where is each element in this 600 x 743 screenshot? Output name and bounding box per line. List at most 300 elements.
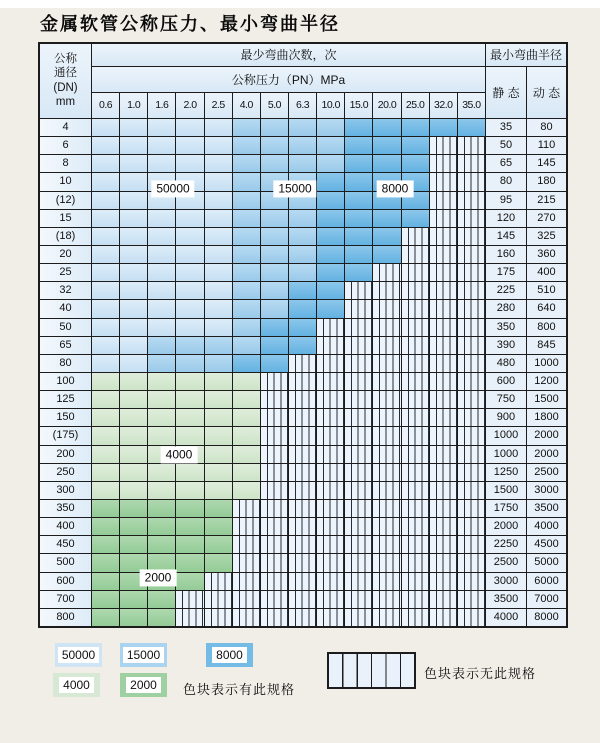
spec-cell-g4	[205, 427, 232, 444]
bend-cycles-header: 最少弯曲次数，次	[92, 44, 485, 66]
no-spec-cell	[289, 391, 316, 408]
spec-cell-g2	[92, 591, 119, 608]
no-spec-cell	[289, 554, 316, 571]
spec-cell-b15	[289, 137, 316, 154]
no-spec-cell	[402, 446, 429, 463]
no-spec-cell	[261, 409, 288, 426]
spec-cell-g4	[233, 391, 260, 408]
spec-cell-b50	[205, 137, 232, 154]
no-spec-cell	[402, 228, 429, 245]
spec-cell-b50	[120, 300, 147, 317]
static-radius-value: 480	[486, 355, 526, 372]
cycle-count-label: 15000	[273, 180, 316, 197]
no-spec-cell	[373, 282, 400, 299]
dynamic-radius-value: 1200	[527, 373, 566, 390]
spec-cell-b50	[120, 192, 147, 209]
static-radius-value: 2500	[486, 554, 526, 571]
spec-cell-g2	[120, 591, 147, 608]
no-spec-cell	[317, 573, 344, 590]
no-spec-cell	[289, 355, 316, 372]
dn-cell: 700	[40, 591, 91, 608]
no-spec-cell	[430, 355, 457, 372]
spec-cell-b50	[148, 300, 175, 317]
static-radius-value: 2000	[486, 518, 526, 535]
spec-cell-b15	[205, 355, 232, 372]
spec-cell-b50	[205, 300, 232, 317]
spec-cell-b50	[120, 119, 147, 136]
spec-cell-g2	[120, 500, 147, 517]
dynamic-radius-value: 4000	[527, 518, 566, 535]
cycle-count-label: 2000	[140, 569, 177, 586]
static-radius-value: 35	[486, 119, 526, 136]
spec-cell-b15	[233, 210, 260, 227]
no-spec-cell	[430, 155, 457, 172]
spec-cell-b50	[148, 319, 175, 336]
spec-cell-g4	[205, 409, 232, 426]
spec-cell-b15	[261, 228, 288, 245]
no-spec-cell	[317, 337, 344, 354]
no-spec-cell	[373, 300, 400, 317]
no-spec-cell	[402, 300, 429, 317]
spec-cell-b8	[317, 300, 344, 317]
spec-cell-b15	[261, 155, 288, 172]
no-spec-cell	[373, 591, 400, 608]
no-spec-cell	[402, 536, 429, 553]
no-spec-cell	[345, 518, 372, 535]
no-spec-cell	[345, 373, 372, 390]
static-radius-value: 3000	[486, 573, 526, 590]
no-spec-cell	[289, 409, 316, 426]
no-spec-cell	[317, 446, 344, 463]
spec-cell-b50	[92, 173, 119, 190]
legend-swatch-label: 4000	[59, 677, 94, 693]
no-spec-cell	[317, 409, 344, 426]
spec-cell-b15	[317, 137, 344, 154]
no-spec-cell	[345, 282, 372, 299]
spec-cell-g4	[176, 373, 203, 390]
no-spec-cell	[430, 173, 457, 190]
spec-cell-b50	[176, 300, 203, 317]
static-radius-value: 390	[486, 337, 526, 354]
no-spec-cell	[430, 427, 457, 444]
no-spec-cell	[458, 591, 485, 608]
dynamic-radius-value: 80	[527, 119, 566, 136]
spec-cell-g2	[176, 518, 203, 535]
no-spec-cell	[373, 500, 400, 517]
spec-cell-b50	[92, 137, 119, 154]
no-spec-cell	[261, 573, 288, 590]
no-spec-cell	[233, 518, 260, 535]
no-spec-cell	[458, 391, 485, 408]
no-spec-cell	[458, 373, 485, 390]
static-radius-value: 600	[486, 373, 526, 390]
no-spec-cell	[430, 391, 457, 408]
no-spec-cell	[430, 373, 457, 390]
no-spec-cell	[402, 337, 429, 354]
spec-cell-g4	[233, 464, 260, 481]
dynamic-radius-value: 2000	[527, 446, 566, 463]
no-spec-cell	[402, 591, 429, 608]
spec-cell-b50	[120, 246, 147, 263]
no-spec-cell	[261, 554, 288, 571]
no-spec-cell	[458, 210, 485, 227]
no-spec-cell	[430, 518, 457, 535]
no-spec-cell	[345, 337, 372, 354]
no-spec-cell	[261, 500, 288, 517]
spec-cell-b8	[345, 192, 372, 209]
legend-swatch-8000	[206, 643, 253, 667]
static-radius-value: 80	[486, 173, 526, 190]
spec-cell-b50	[176, 119, 203, 136]
no-spec-cell	[430, 282, 457, 299]
spec-cell-g4	[176, 427, 203, 444]
dn-header-line: 公称	[54, 52, 77, 65]
no-spec-cell	[458, 609, 485, 626]
dynamic-radius-value: 640	[527, 300, 566, 317]
static-radius-value: 95	[486, 192, 526, 209]
dynamic-radius-value: 360	[527, 246, 566, 263]
spec-cell-b50	[205, 119, 232, 136]
spec-cell-b15	[233, 173, 260, 190]
spec-cell-b50	[92, 192, 119, 209]
spec-cell-g4	[92, 373, 119, 390]
spec-cell-b8	[373, 155, 400, 172]
no-spec-cell	[458, 355, 485, 372]
spec-cell-b8	[289, 319, 316, 336]
spec-cell-g4	[120, 391, 147, 408]
spec-cell-b50	[205, 319, 232, 336]
spec-cell-b15	[317, 119, 344, 136]
spec-cell-b50	[120, 173, 147, 190]
dynamic-radius-value: 145	[527, 155, 566, 172]
min-radius-header: 最小弯曲半径	[486, 44, 566, 66]
dynamic-radius-value: 1500	[527, 391, 566, 408]
dynamic-radius-value: 7000	[527, 591, 566, 608]
spec-cell-g4	[92, 446, 119, 463]
no-spec-cell	[345, 300, 372, 317]
static-radius-value: 1750	[486, 500, 526, 517]
spec-cell-b50	[205, 264, 232, 281]
spec-cell-b15	[148, 337, 175, 354]
spec-cell-b15	[233, 192, 260, 209]
static-radius-value: 225	[486, 282, 526, 299]
dn-column-header	[40, 44, 91, 118]
dn-cell: (12)	[40, 192, 91, 209]
no-spec-cell	[402, 282, 429, 299]
dynamic-header: 动 态	[527, 67, 566, 118]
no-spec-cell	[373, 518, 400, 535]
spec-cell-b50	[92, 119, 119, 136]
spec-cell-g2	[148, 536, 175, 553]
spec-cell-b15	[233, 300, 260, 317]
static-radius-value: 350	[486, 319, 526, 336]
no-spec-cell	[402, 264, 429, 281]
no-spec-cell	[402, 464, 429, 481]
spec-cell-b50	[120, 210, 147, 227]
spec-cell-g4	[148, 464, 175, 481]
dynamic-radius-value: 510	[527, 282, 566, 299]
no-spec-cell	[373, 554, 400, 571]
static-radius-value: 160	[486, 246, 526, 263]
no-spec-cell	[345, 500, 372, 517]
no-spec-cell	[233, 573, 260, 590]
spec-cell-g2	[120, 518, 147, 535]
legend-swatch-50000	[55, 643, 102, 667]
no-spec-cell	[430, 446, 457, 463]
spec-cell-g4	[233, 409, 260, 426]
spec-cell-g4	[176, 482, 203, 499]
no-spec-cell	[317, 554, 344, 571]
spec-cell-b50	[120, 319, 147, 336]
no-spec-cell	[458, 573, 485, 590]
no-spec-cell	[289, 500, 316, 517]
static-radius-value: 65	[486, 155, 526, 172]
spec-cell-g2	[176, 554, 203, 571]
dynamic-radius-value: 6000	[527, 573, 566, 590]
no-spec-cell	[317, 391, 344, 408]
static-radius-value: 1000	[486, 446, 526, 463]
spec-cell-b50	[205, 228, 232, 245]
spec-cell-b50	[120, 282, 147, 299]
no-spec-cell	[373, 446, 400, 463]
dn-cell: 8	[40, 155, 91, 172]
dn-cell: 20	[40, 246, 91, 263]
spec-cell-b50	[176, 210, 203, 227]
no-spec-cell	[345, 573, 372, 590]
spec-cell-b15	[289, 210, 316, 227]
dn-cell: 300	[40, 482, 91, 499]
no-spec-cell	[289, 591, 316, 608]
spec-cell-g2	[205, 554, 232, 571]
spec-cell-g4	[92, 391, 119, 408]
dynamic-radius-value: 1000	[527, 355, 566, 372]
no-spec-cell	[317, 591, 344, 608]
spec-cell-g4	[92, 427, 119, 444]
dn-cell: 100	[40, 373, 91, 390]
spec-cell-b8	[458, 119, 485, 136]
spec-cell-g4	[120, 409, 147, 426]
dn-cell: 200	[40, 446, 91, 463]
spec-cell-b50	[120, 264, 147, 281]
no-spec-cell	[317, 518, 344, 535]
no-spec-cell	[205, 591, 232, 608]
dn-cell: 25	[40, 264, 91, 281]
spec-cell-g4	[205, 446, 232, 463]
no-spec-cell	[373, 573, 400, 590]
no-spec-cell	[317, 500, 344, 517]
no-spec-cell	[317, 427, 344, 444]
spec-cell-b8	[373, 210, 400, 227]
pressure-tick: 35.0	[458, 93, 485, 118]
spec-cell-b8	[317, 192, 344, 209]
no-spec-cell	[317, 373, 344, 390]
no-spec-cell	[289, 609, 316, 626]
no-spec-cell	[373, 264, 400, 281]
spec-cell-b15	[289, 119, 316, 136]
spec-cell-b50	[148, 119, 175, 136]
pressure-tick: 10.0	[317, 93, 344, 118]
no-spec-cell	[430, 337, 457, 354]
spec-cell-b8	[289, 282, 316, 299]
pressure-tick: 1.6	[148, 93, 175, 118]
spec-cell-b15	[233, 228, 260, 245]
legend-no-spec-text: 色块表示无此规格	[424, 666, 537, 681]
dynamic-radius-value: 110	[527, 137, 566, 154]
no-spec-cell	[317, 319, 344, 336]
spec-cell-b8	[345, 264, 372, 281]
no-spec-cell	[402, 482, 429, 499]
no-spec-cell	[402, 500, 429, 517]
spec-cell-b15	[317, 155, 344, 172]
spec-cell-g4	[176, 464, 203, 481]
no-spec-cell	[289, 464, 316, 481]
spec-cell-b50	[148, 155, 175, 172]
dn-header-line: 通径	[54, 67, 77, 79]
no-spec-cell	[345, 482, 372, 499]
spec-cell-b50	[92, 282, 119, 299]
static-radius-value: 50	[486, 137, 526, 154]
spec-cell-g2	[120, 536, 147, 553]
spec-cell-b50	[148, 246, 175, 263]
spec-cell-b50	[148, 282, 175, 299]
dn-cell: (175)	[40, 427, 91, 444]
no-spec-cell	[261, 536, 288, 553]
spec-cell-b15	[148, 355, 175, 372]
spec-cell-b50	[148, 137, 175, 154]
no-spec-cell	[345, 391, 372, 408]
no-spec-cell	[345, 446, 372, 463]
dn-cell: 32	[40, 282, 91, 299]
no-spec-cell	[458, 446, 485, 463]
spec-cell-g2	[120, 609, 147, 626]
no-spec-cell	[345, 609, 372, 626]
spec-cell-g4	[205, 482, 232, 499]
spec-cell-b8	[402, 119, 429, 136]
no-spec-cell	[233, 500, 260, 517]
no-spec-cell	[458, 518, 485, 535]
spec-cell-b15	[289, 246, 316, 263]
no-spec-cell	[373, 355, 400, 372]
spec-cell-b50	[176, 137, 203, 154]
legend-no-spec-swatch	[327, 652, 416, 689]
spec-cell-b50	[92, 210, 119, 227]
no-spec-cell	[430, 591, 457, 608]
no-spec-cell	[430, 228, 457, 245]
spec-cell-b8	[289, 300, 316, 317]
dynamic-radius-value: 2000	[527, 427, 566, 444]
spec-cell-g2	[92, 536, 119, 553]
spec-cell-b50	[148, 228, 175, 245]
dynamic-radius-value: 2500	[527, 464, 566, 481]
dn-header-line: (DN)	[53, 81, 78, 94]
spec-cell-b50	[92, 155, 119, 172]
no-spec-cell	[430, 500, 457, 517]
spec-cell-b15	[261, 246, 288, 263]
spec-cell-b8	[317, 264, 344, 281]
dynamic-radius-value: 845	[527, 337, 566, 354]
no-spec-cell	[345, 427, 372, 444]
no-spec-cell	[261, 482, 288, 499]
no-spec-cell	[458, 482, 485, 499]
spec-cell-b8	[402, 210, 429, 227]
spec-cell-b8	[233, 355, 260, 372]
spec-cell-b15	[176, 337, 203, 354]
no-spec-cell	[261, 391, 288, 408]
no-spec-cell	[373, 391, 400, 408]
spec-cell-b50	[148, 264, 175, 281]
no-spec-cell	[289, 536, 316, 553]
spec-cell-b15	[261, 300, 288, 317]
dynamic-radius-value: 215	[527, 192, 566, 209]
spec-cell-g4	[92, 409, 119, 426]
spec-cell-g2	[176, 573, 203, 590]
legend-swatch-label: 2000	[126, 677, 161, 693]
spec-cell-b8	[373, 137, 400, 154]
spec-cell-b50	[176, 228, 203, 245]
no-spec-cell	[430, 319, 457, 336]
static-radius-value: 145	[486, 228, 526, 245]
static-radius-value: 1500	[486, 482, 526, 499]
top-white-strip	[0, 0, 600, 8]
no-spec-cell	[373, 609, 400, 626]
no-spec-cell	[402, 373, 429, 390]
spec-cell-b8	[345, 228, 372, 245]
no-spec-cell	[458, 337, 485, 354]
spec-cell-b15	[233, 155, 260, 172]
no-spec-cell	[430, 573, 457, 590]
spec-cell-g4	[92, 464, 119, 481]
spec-cell-b8	[373, 246, 400, 263]
spec-cell-g4	[120, 427, 147, 444]
spec-cell-g4	[148, 391, 175, 408]
dynamic-radius-value: 800	[527, 319, 566, 336]
no-spec-cell	[317, 482, 344, 499]
dn-cell: 65	[40, 337, 91, 354]
no-spec-cell	[317, 464, 344, 481]
spec-cell-g2	[92, 500, 119, 517]
no-spec-cell	[402, 573, 429, 590]
static-radius-value: 900	[486, 409, 526, 426]
spec-cell-b15	[205, 337, 232, 354]
spec-cell-b8	[345, 155, 372, 172]
legend-swatch-label: 15000	[123, 647, 164, 663]
dn-cell: (18)	[40, 228, 91, 245]
no-spec-cell	[233, 554, 260, 571]
spec-cell-b8	[402, 137, 429, 154]
dn-cell: 40	[40, 300, 91, 317]
spec-cell-b50	[120, 355, 147, 372]
spec-cell-b50	[205, 210, 232, 227]
spec-cell-g2	[148, 609, 175, 626]
spec-cell-g4	[148, 373, 175, 390]
spec-cell-b50	[120, 337, 147, 354]
spec-cell-g2	[205, 518, 232, 535]
no-spec-cell	[458, 300, 485, 317]
spec-cell-g2	[176, 500, 203, 517]
spec-cell-b8	[317, 210, 344, 227]
no-spec-cell	[402, 554, 429, 571]
no-spec-cell	[373, 373, 400, 390]
no-spec-cell	[345, 464, 372, 481]
spec-cell-b50	[205, 246, 232, 263]
spec-cell-b50	[205, 155, 232, 172]
spec-cell-g4	[176, 409, 203, 426]
spec-cell-g4	[176, 391, 203, 408]
cycle-count-label: 50000	[151, 180, 194, 197]
spec-cell-g2	[176, 536, 203, 553]
spec-cell-b50	[92, 228, 119, 245]
dynamic-radius-value: 8000	[527, 609, 566, 626]
